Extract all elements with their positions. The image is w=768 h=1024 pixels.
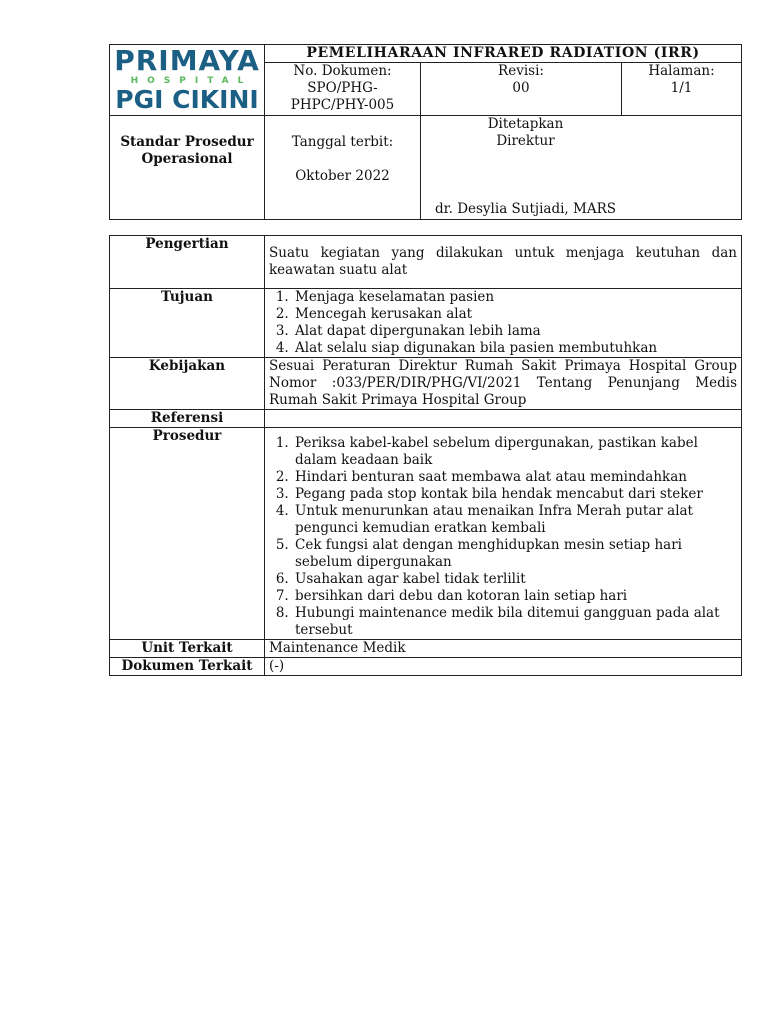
list-item: 3. Pegang pada stop kontak bila hendak mencabut dari steker xyxy=(293,486,737,503)
unit-terkait-label: Unit Terkait xyxy=(110,640,265,658)
revision-cell xyxy=(421,63,622,116)
logo-primaya-text: PRIMAYA xyxy=(114,44,260,77)
list-item: 5. Cek fungsi alat dengan menghidupkan mesin setiap hari sebelum dipergunakan xyxy=(293,537,737,571)
tujuan-list xyxy=(269,289,737,357)
approval-title: Ditetapkan xyxy=(487,116,564,132)
tujuan-cell xyxy=(265,289,742,358)
revision-label: Revisi: xyxy=(498,63,544,79)
sop-header-table xyxy=(109,44,742,220)
issue-date-value: Oktober 2022 xyxy=(295,168,390,184)
sop-label: Standar Prosedur Operasional xyxy=(110,116,265,220)
approval-cell xyxy=(421,116,742,220)
kebijakan-label: Kebijakan xyxy=(110,358,265,410)
logo-branch-text: PGI CIKINI xyxy=(115,85,259,114)
list-item: 1. Periksa kabel-kabel sebelum dipergunakan, pastikan kabel dalam keadaan baik xyxy=(293,435,737,469)
unit-terkait-value: Maintenance Medik xyxy=(265,640,742,658)
list-item: 3. Alat dapat dipergunakan lebih lama xyxy=(293,323,737,340)
prosedur-list xyxy=(269,435,737,639)
page-cell xyxy=(622,63,742,116)
list-item: 2. Mencegah kerusakan alat xyxy=(293,306,737,323)
list-item: 1. Menjaga keselamatan pasien xyxy=(293,289,737,306)
sop-body-table xyxy=(109,235,742,676)
kebijakan-text: Sesuai Peraturan Direktur Rumah Sakit Primaya Hospital Group Nomor :033/PER/DIR/PHG/VI/2021 Tentang Penunjang Medis Rumah Sakit Primaya Hospital Group xyxy=(265,358,742,410)
prosedur-label: Prosedur xyxy=(110,428,265,640)
revision-value: 00 xyxy=(512,80,530,96)
document-title: PEMELIHARAAN INFRARED RADIATION (IRR) xyxy=(265,45,742,63)
page-label: Halaman: xyxy=(648,63,715,79)
list-item: 8. Hubungi maintenance medik bila ditemui gangguan pada alat tersebut xyxy=(293,605,737,639)
approval-role: Direktur xyxy=(496,133,555,149)
pengertian-label: Pengertian xyxy=(110,236,265,289)
doc-number-value: SPO/PHG-PHPC/PHY-005 xyxy=(290,80,395,113)
list-item: 4. Alat selalu siap digunakan bila pasien membutuhkan xyxy=(293,340,737,357)
list-item: 2. Hindari benturan saat membawa alat atau memindahkan xyxy=(293,469,737,486)
list-item: 4. Untuk menurunkan atau menaikan Infra Merah putar alat pengunci kemudian eratkan kembali xyxy=(293,503,737,537)
dokumen-terkait-value: (-) xyxy=(265,658,742,676)
hospital-logo xyxy=(110,45,265,116)
issue-date-cell xyxy=(265,116,421,220)
prosedur-cell xyxy=(265,428,742,640)
doc-number-cell xyxy=(265,63,421,116)
pengertian-text: Suatu kegiatan yang dilakukan untuk menjaga keutuhan dan keawatan suatu alat xyxy=(265,236,742,289)
logo-hospital-text: HOSPITAL xyxy=(130,76,253,86)
dokumen-terkait-label: Dokumen Terkait xyxy=(110,658,265,676)
tujuan-label: Tujuan xyxy=(110,289,265,358)
list-item: 7. bersihkan dari debu dan kotoran lain setiap hari xyxy=(293,588,737,605)
page-value: 1/1 xyxy=(670,80,693,96)
doc-number-label: No. Dokumen: xyxy=(293,63,392,79)
approver-name: dr. Desylia Sutjiadi, MARS xyxy=(435,201,616,217)
referensi-text xyxy=(265,410,742,428)
referensi-label: Referensi xyxy=(110,410,265,428)
list-item: 6. Usahakan agar kabel tidak terlilit xyxy=(293,571,737,588)
issue-date-label: Tanggal terbit: xyxy=(291,134,394,150)
